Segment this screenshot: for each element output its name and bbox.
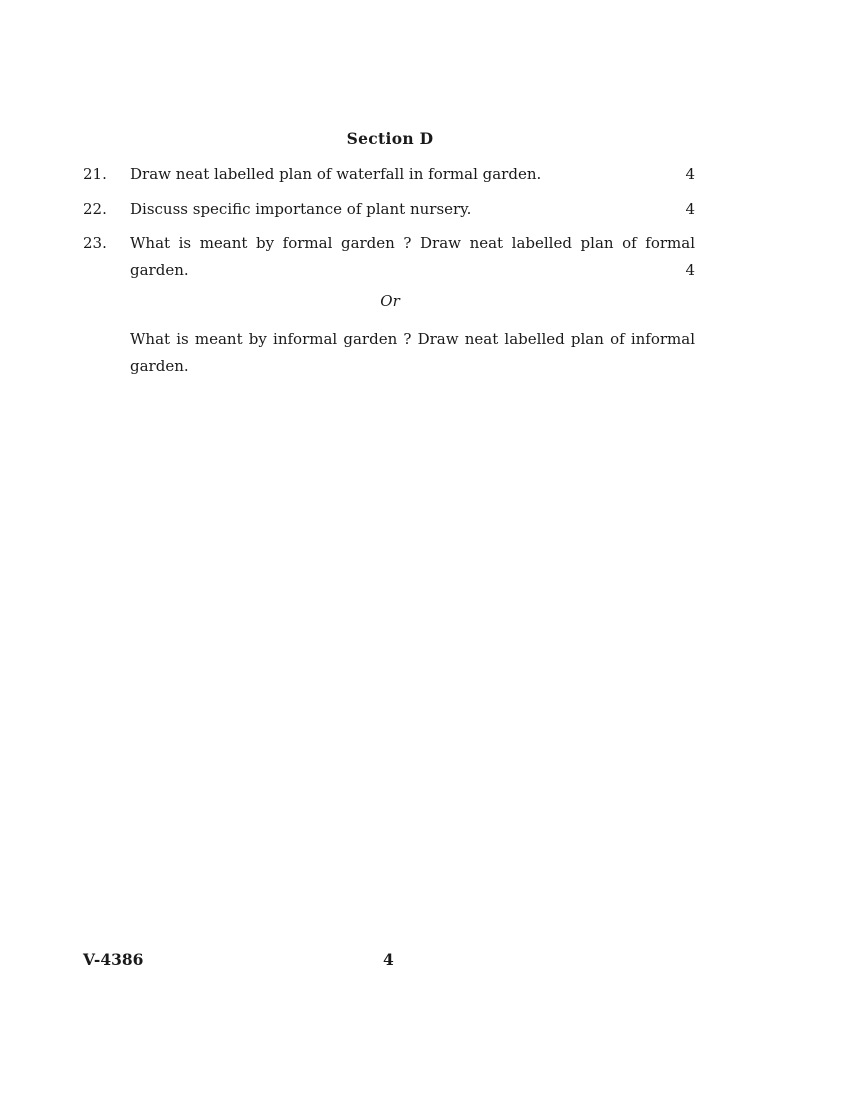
section-title: Section D [346, 129, 434, 148]
footer-page-number: 4 [383, 950, 394, 969]
question-text: What is meant by formal garden ? Draw neat labelled plan of formal garden. [130, 234, 695, 279]
question-text: Draw neat labelled plan of waterfall in formal garden. [130, 165, 542, 183]
or-separator: Or [380, 292, 400, 310]
footer-paper-code: V-4386 [83, 950, 144, 969]
question-22 [83, 196, 695, 223]
question-number: 22. [83, 200, 107, 218]
question-marks: 4 [685, 200, 695, 218]
question-number: 23. [83, 234, 107, 252]
question-marks: 4 [685, 165, 695, 183]
alternative-question-text: What is meant by informal garden ? Draw neat labelled plan of informal garden. [130, 330, 695, 375]
question-21 [83, 161, 695, 188]
question-23 [83, 230, 695, 284]
question-text: Discuss specific importance of plant nursery. [130, 200, 472, 218]
question-number: 21. [83, 165, 107, 183]
question-marks: 4 [685, 261, 695, 279]
